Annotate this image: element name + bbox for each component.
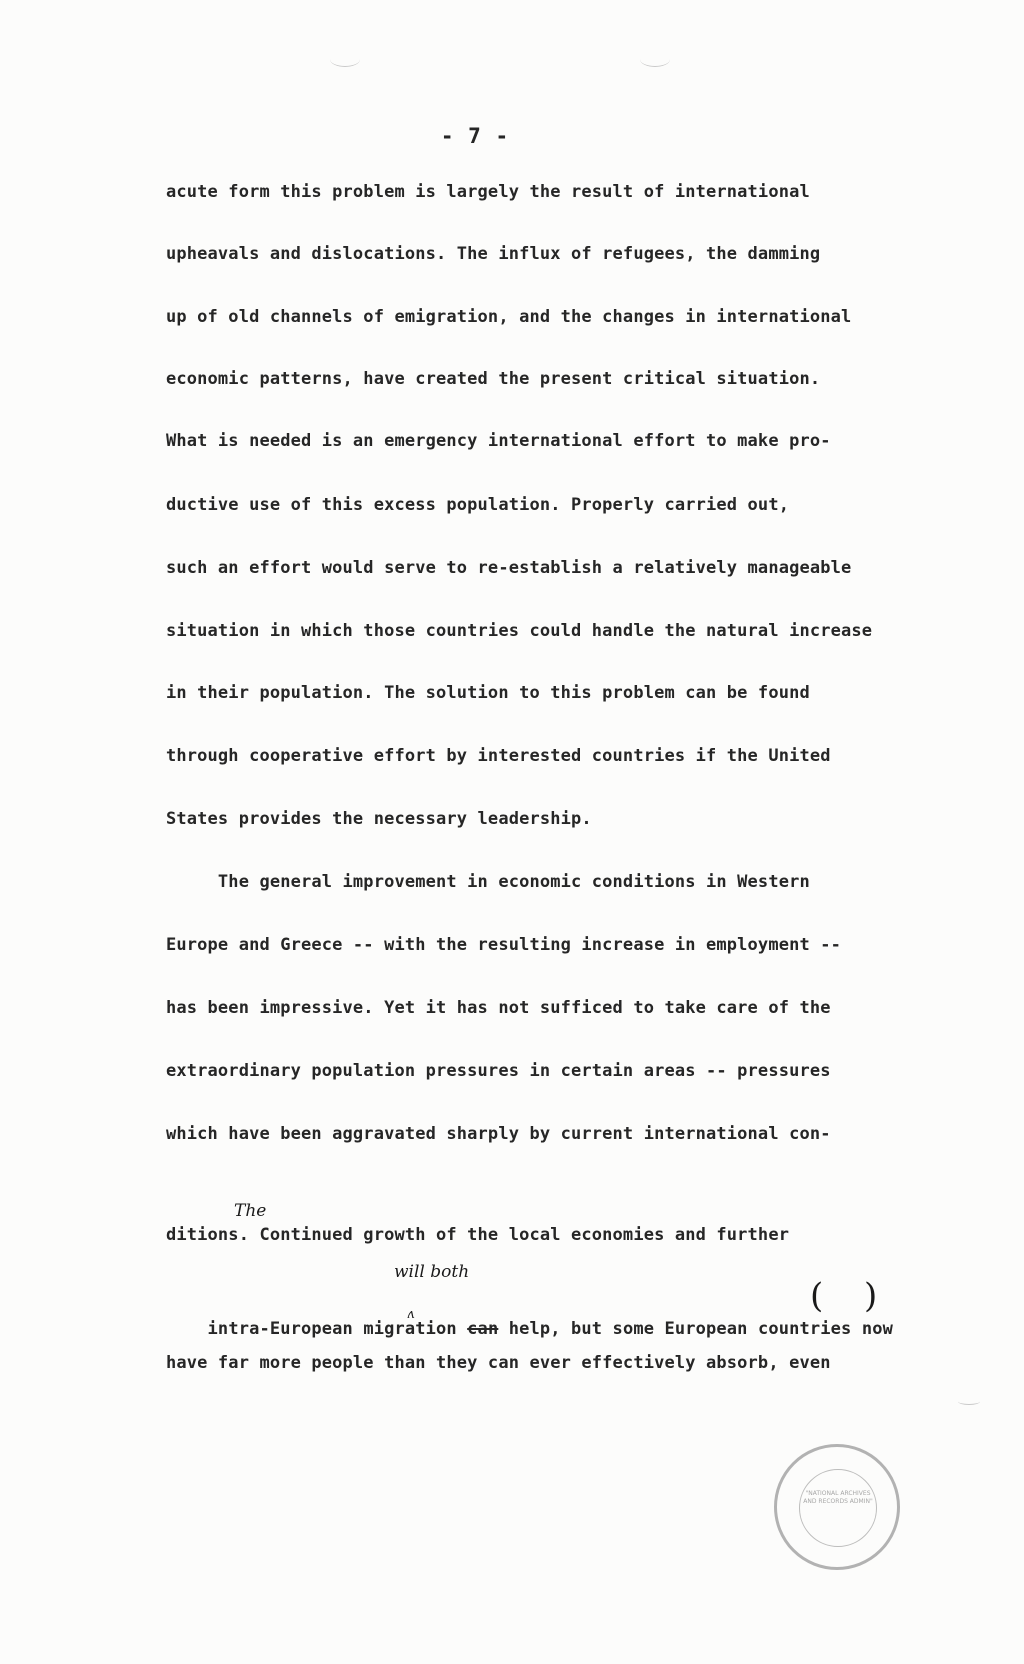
text-line: States provides the necessary leadership. <box>166 809 592 829</box>
text-line: acute form this problem is largely the result of international <box>166 182 810 202</box>
bracket-open: ( <box>810 1276 824 1316</box>
scan-mark <box>640 52 670 67</box>
text-line: such an effort would serve to re-establish a relatively manageable <box>166 558 852 578</box>
scan-mark <box>958 1398 980 1405</box>
stamp-inner-ring <box>799 1469 877 1547</box>
caret-mark: ʌ <box>407 1307 415 1322</box>
scan-mark <box>330 52 360 67</box>
bracketed-word: now <box>861 1319 893 1339</box>
bracket-close: ) <box>864 1276 878 1316</box>
text-line: Europe and Greece -- with the resulting increase in employment -- <box>166 935 842 955</box>
text-segment: help, but some European countries <box>498 1319 862 1339</box>
archive-stamp <box>774 1444 900 1570</box>
handwritten-insert-the: The <box>234 1201 267 1221</box>
text-line: which have been aggravated sharply by current international con- <box>166 1124 831 1144</box>
text-line: extraordinary population pressures in certain areas -- pressures <box>166 1061 831 1081</box>
text-line: ditions. Continued growth of the local economies and further <box>166 1225 790 1245</box>
text-line: The general improvement in economic conditions in Western <box>166 872 810 892</box>
text-line: ductive use of this excess population. Properly carried out, <box>166 495 790 515</box>
stamp-text: "NATIONAL ARCHIVES AND RECORDS ADMIN" <box>803 1490 873 1505</box>
text-line: have far more people than they can ever effectively absorb, even <box>166 1353 831 1373</box>
text-line: situation in which those countries could handle the natural increase <box>166 621 873 641</box>
text-line: What is needed is an emergency international effort to make pro- <box>166 431 831 451</box>
struck-word: can <box>467 1319 499 1339</box>
text-line: in their population. The solution to this problem can be found <box>166 683 810 703</box>
page-number: - 7 - <box>440 124 510 148</box>
text-line: economic patterns, have created the present critical situation. <box>166 369 821 389</box>
handwritten-insert-will-both: will both <box>394 1262 470 1282</box>
text-line: through cooperative effort by interested countries if the United <box>166 746 831 766</box>
text-line: up of old channels of emigration, and the changes in international <box>166 307 852 327</box>
text-line: upheavals and dislocations. The influx of refugees, the damming <box>166 244 821 264</box>
text-segment: intra-European migration <box>207 1319 468 1339</box>
text-line: has been impressive. Yet it has not sufficed to take care of the <box>166 998 831 1018</box>
text-line-with-edits <box>166 1284 893 1339</box>
